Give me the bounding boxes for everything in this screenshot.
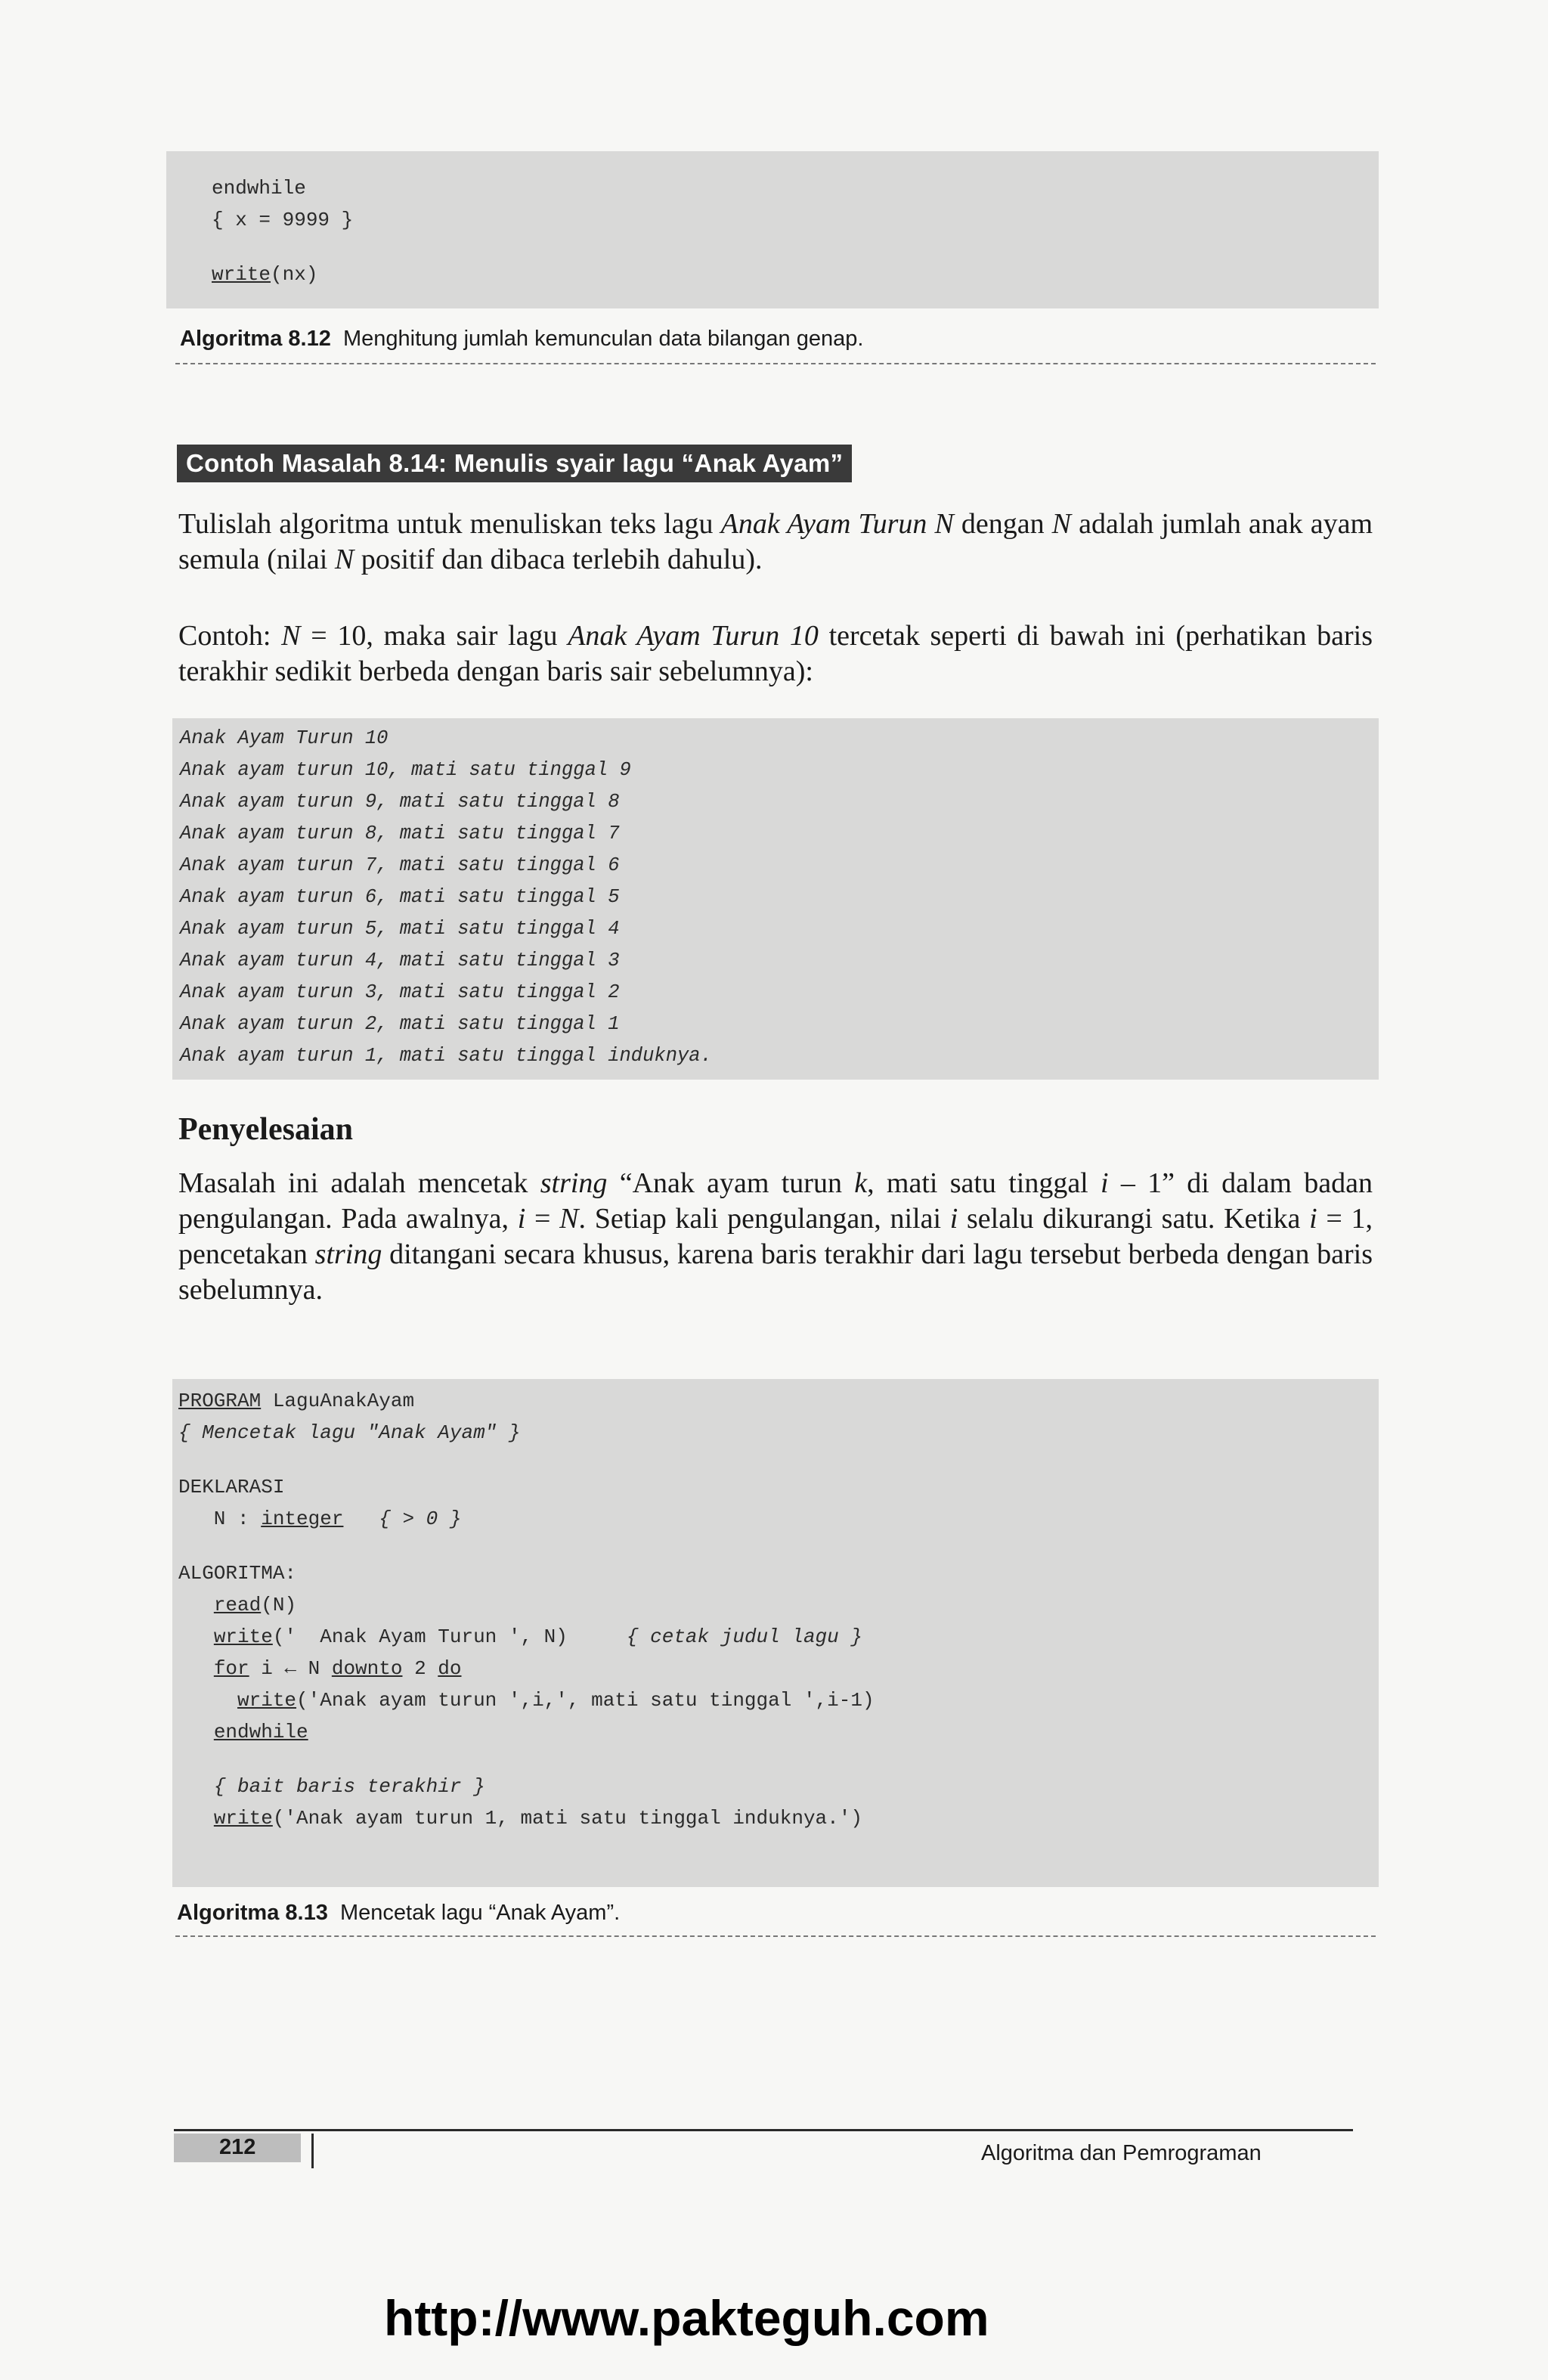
song-line: Anak ayam turun 7, mati satu tinggal 6 bbox=[180, 854, 620, 876]
caption-label: Algoritma 8.12 bbox=[180, 327, 331, 351]
caption-rule bbox=[175, 1935, 1376, 1937]
footer-rule bbox=[174, 2129, 1353, 2131]
code-endwhile: endwhile bbox=[213, 1721, 308, 1743]
example-header: Contoh Masalah 8.14: Menulis syair lagu “Anak Ayam” bbox=[177, 445, 852, 482]
song-line: Anak ayam turun 3, mati satu tinggal 2 bbox=[180, 981, 620, 1003]
code-declaration: N : integer { > 0 } bbox=[178, 1508, 462, 1530]
code-deklarasi: DEKLARASI bbox=[178, 1476, 285, 1498]
solution-paragraph: Masalah ini adalah mencetak string “Anak ayam turun k, mati satu tinggal i – 1” di dalam badan pengulangan. Pada awalnya, i = N. Setiap kali pengulangan, nilai i selalu dikurangi satu. Ketika i = 1, pencetakan string ditangani secara khusus, karena baris terakhir dari lagu tersebut berbeda dengan baris sebelumnya. bbox=[178, 1167, 1373, 1306]
code-program-comment: { Mencetak lagu "Anak Ayam" } bbox=[178, 1421, 521, 1444]
code-comment-last: { bait baris terakhir } bbox=[213, 1775, 485, 1798]
song-line: Anak ayam turun 5, mati satu tinggal 4 bbox=[180, 918, 620, 940]
caption-rule bbox=[175, 363, 1376, 364]
code-write-last: write('Anak ayam turun 1, mati satu tinggal induknya.') bbox=[213, 1807, 862, 1830]
code-line-comment: { x = 9999 } bbox=[212, 209, 354, 231]
song-output-block bbox=[172, 718, 1379, 1080]
code-read: read(N) bbox=[213, 1594, 297, 1616]
code-line-endwhile: endwhile bbox=[212, 177, 306, 200]
song-line: Anak ayam turun 6, mati satu tinggal 5 bbox=[180, 886, 620, 908]
song-line: Anak ayam turun 10, mati satu tinggal 9 bbox=[180, 759, 631, 781]
intro-paragraph-2: Contoh: N = 10, maka sair lagu Anak Ayam Turun 10 tercetak seperti di bawah ini (perhatikan baris terakhir sedikit berbeda dengan baris sair sebelumnya): bbox=[178, 620, 1373, 687]
page-number: 212 bbox=[219, 2135, 256, 2159]
intro-paragraph-1: Tulislah algoritma untuk menuliskan teks lagu Anak Ayam Turun N dengan N adalah jumlah anak ayam semula (nilai N positif dan dibaca terlebih dahulu). bbox=[178, 508, 1373, 575]
song-line: Anak ayam turun 4, mati satu tinggal 3 bbox=[180, 950, 620, 972]
song-line: Anak ayam turun 9, mati satu tinggal 8 bbox=[180, 791, 620, 813]
song-line: Anak ayam turun 2, mati satu tinggal 1 bbox=[180, 1013, 620, 1035]
song-line: Anak Ayam Turun 10 bbox=[180, 727, 389, 749]
book-title: Algoritma dan Pemrograman bbox=[981, 2141, 1262, 2165]
song-line: Anak ayam turun 8, mati satu tinggal 7 bbox=[180, 823, 620, 844]
section-title: Penyelesaian bbox=[178, 1112, 353, 1147]
song-line: Anak ayam turun 1, mati satu tinggal induknya. bbox=[180, 1045, 712, 1067]
caption-algoritma-8-13 bbox=[177, 1901, 1371, 1926]
code-write-loop: write('Anak ayam turun ',i,', mati satu tinggal ',i-1) bbox=[237, 1689, 875, 1712]
page-number-divider bbox=[311, 2134, 314, 2168]
code-for-loop: for i ← N downto 2 do bbox=[213, 1657, 462, 1680]
song-lines bbox=[180, 723, 712, 1072]
caption-label: Algoritma 8.13 bbox=[177, 1901, 328, 1925]
code-write-title: write(' Anak Ayam Turun ', N) { cetak judul lagu } bbox=[213, 1625, 862, 1648]
caption-text: Menghitung jumlah kemunculan data bilangan genap. bbox=[342, 327, 864, 351]
top-code-block bbox=[166, 151, 1379, 308]
code-line-write: write(nx) bbox=[212, 263, 318, 286]
caption-text: Mencetak lagu “Anak Ayam”. bbox=[339, 1901, 621, 1925]
watermark-url: http://www.pakteguh.com bbox=[384, 2290, 989, 2346]
code-algoritma: ALGORITMA: bbox=[178, 1562, 297, 1585]
code-program-header: PROGRAM LaguAnakAyam bbox=[178, 1390, 415, 1412]
caption-algoritma-8-12 bbox=[180, 327, 1374, 352]
program-code-block bbox=[172, 1379, 1379, 1887]
